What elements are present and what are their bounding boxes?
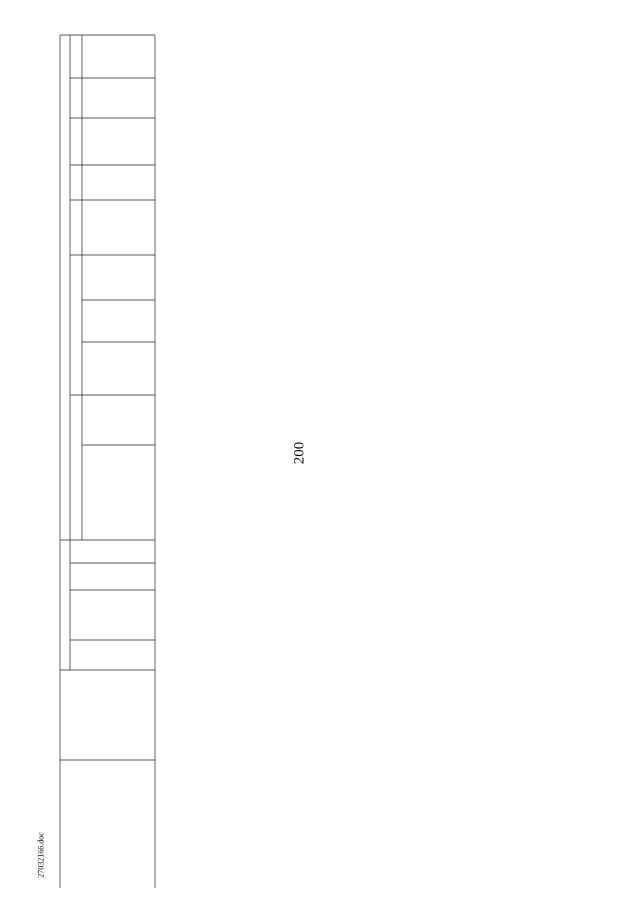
page-number: 200 (291, 441, 308, 465)
footer-reference: 27032166.doc (36, 832, 46, 878)
